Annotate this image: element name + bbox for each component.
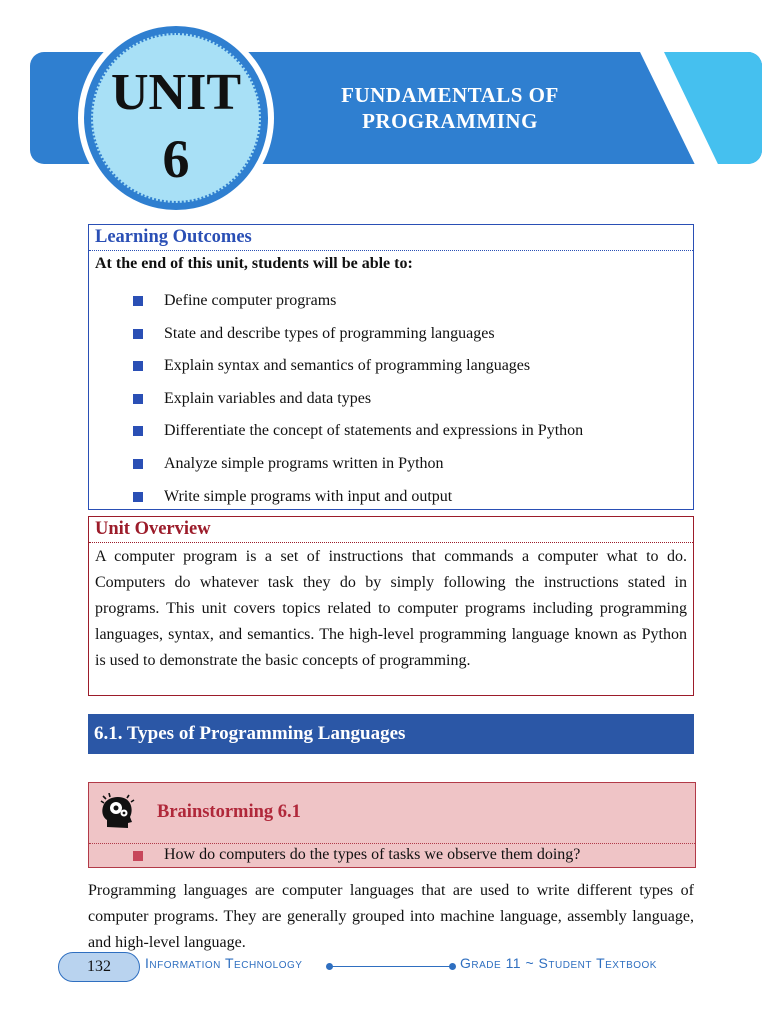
unit-word: UNIT: [110, 64, 242, 121]
footer-grade: Grade 11 ~ Student Textbook: [460, 955, 657, 971]
square-bullet-icon: [133, 459, 143, 469]
square-bullet-icon: [133, 394, 143, 404]
list-item-text: Explain variables and data types: [164, 389, 372, 407]
body-paragraph: Programming languages are computer languages that are used to write different types of computer programs. They are generally grouped into machine language, assembly language, and high-level language.: [88, 882, 694, 951]
square-bullet-icon: [133, 329, 143, 339]
list-item-text: Define computer programs: [164, 292, 337, 309]
unit-badge: [91, 33, 261, 203]
unit-overview-text: A computer program is a set of instructions that commands a computer what to do. Computers do whatever task they do by simply following the instructions stated in programs. This unit covers topics related to computer programs including programming languages, syntax, and semantics. The high-level programming language known as Python is used to demonstrate the basic concepts of programming.: [95, 548, 687, 669]
square-bullet-icon: [133, 492, 143, 502]
unit-title-line2: PROGRAMMING: [362, 109, 538, 133]
brainstorming-question: How do computers do the types of tasks we observe them doing?: [164, 846, 581, 863]
list-item-text: Write simple programs with input and output: [164, 487, 453, 505]
square-bullet-icon: [133, 426, 143, 436]
unit-title-line1: FUNDAMENTALS OF: [341, 83, 559, 107]
unit-overview-box: [88, 516, 694, 696]
square-bullet-icon: [133, 361, 143, 371]
dotted-divider: [89, 843, 695, 844]
footer-dot: [326, 963, 333, 970]
learning-outcomes-title: Learning Outcomes: [95, 227, 252, 247]
unit-number: 6: [162, 129, 190, 189]
page-number: 132: [58, 952, 140, 982]
head-gears-icon: [99, 793, 137, 833]
list-item-text: State and describe types of programming languages: [164, 324, 495, 342]
learning-outcomes-intro: At the end of this unit, students will be able to:: [95, 255, 413, 272]
brainstorming-title: Brainstorming 6.1: [157, 802, 301, 822]
square-bullet-icon: [133, 296, 143, 306]
learning-outcomes-box: [88, 224, 694, 510]
list-item-text: Explain syntax and semantics of programming languages: [164, 357, 531, 375]
square-bullet-icon: [133, 851, 143, 861]
footer-dot: [449, 963, 456, 970]
footer-divider: [330, 966, 452, 967]
list-item-text: Analyze simple programs written in Python: [164, 454, 444, 472]
brainstorming-box: [88, 782, 696, 868]
footer-subject: Information Technology: [145, 955, 303, 971]
list-item-text: Differentiate the concept of statements and expressions in Python: [164, 422, 584, 440]
dotted-divider: [89, 542, 693, 543]
unit-overview-title: Unit Overview: [95, 519, 211, 539]
section-heading: 6.1. Types of Programming Languages: [88, 714, 694, 754]
unit-title: [300, 82, 600, 134]
dotted-divider: [89, 250, 693, 251]
